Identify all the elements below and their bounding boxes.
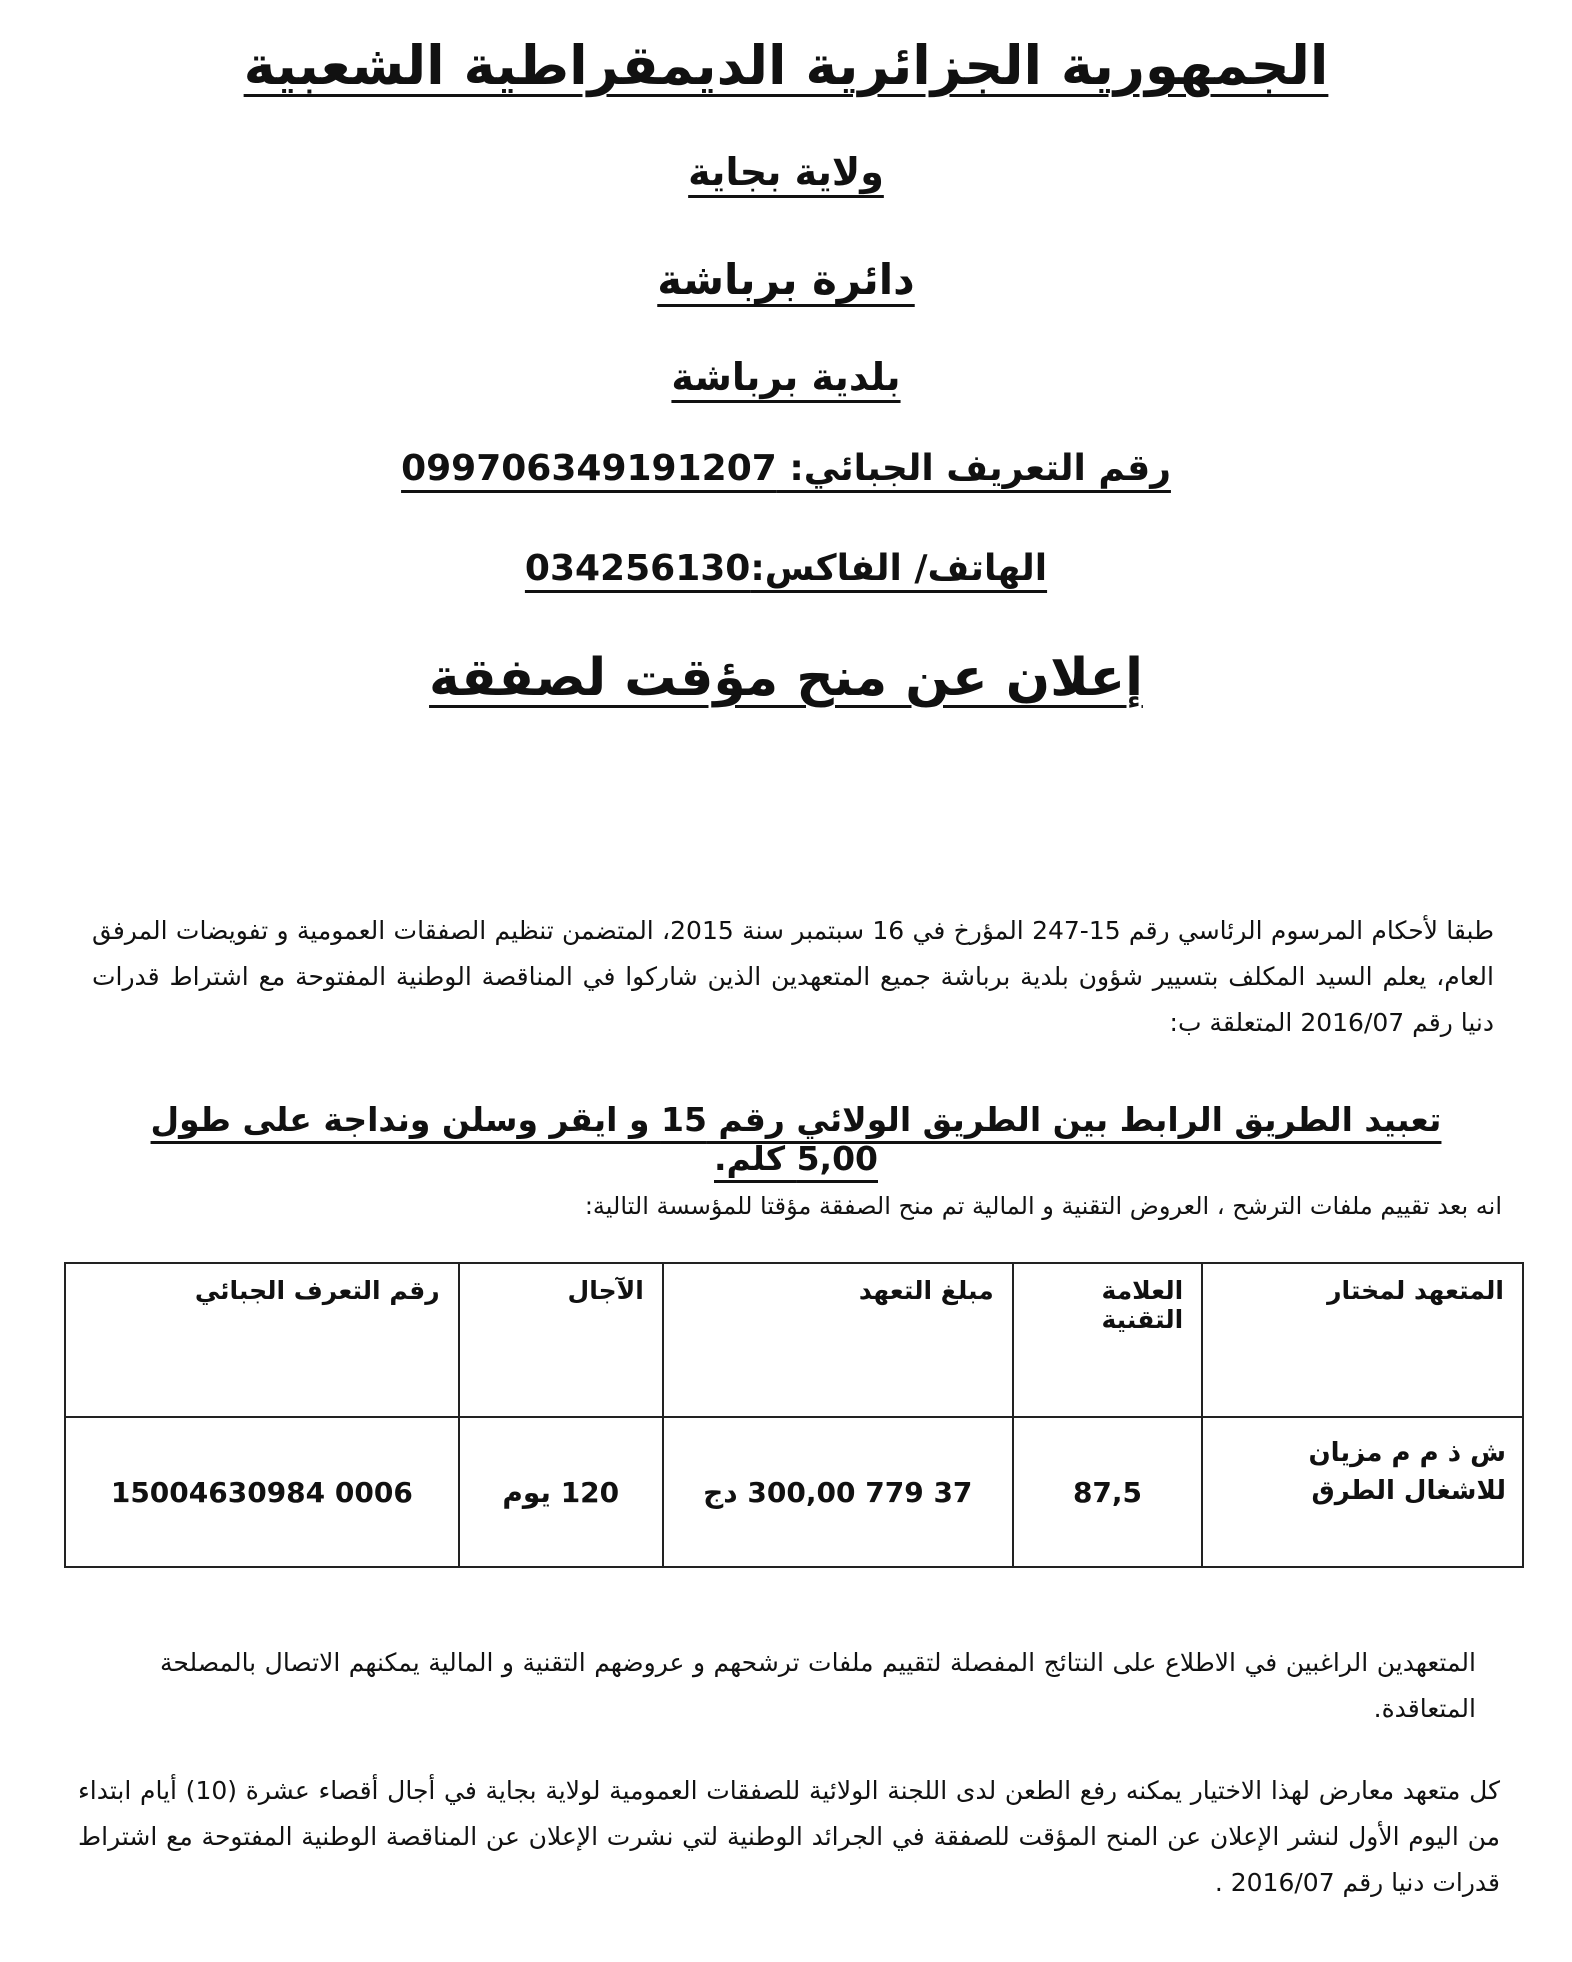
cell-tax-id: 0006 15004630984 xyxy=(65,1417,459,1567)
baladia-heading: بلدية برباشة xyxy=(671,355,901,399)
appeal-paragraph: كل متعهد معارض لهذا الاختيار يمكنه رفع الطعن لدى اللجنة الولائية للصفقات العمومية لولاية بجاية في أجال أقصاء عشرة (10) أيام ابتداء من اليوم الأول لنشر الإعلان عن المنح المؤقت للصفقة في الجرائد الوطنية لتي نشرت الإعلان عن المناقصة الوطنية المفتوحة مع اشتراط قدرات دنيا رقم 2016/07 . xyxy=(78,1776,1500,1897)
award-table xyxy=(64,1262,1524,1568)
cell-tech-score: 87,5 xyxy=(1013,1417,1203,1567)
project-title: تعبيد الطريق الرابط بين الطريق الولائي رقم 15 و ايقر وسلن ونداجة على طول 5,00 كلم. xyxy=(150,1100,1442,1178)
cell-bidder: ش ذ م م مزيان للاشغال الطرق xyxy=(1202,1417,1523,1567)
col-header-tech-score: العلامة التقنية xyxy=(1013,1263,1203,1417)
contact-paragraph: المتعهدين الراغبين في الاطلاع على النتائج المفصلة لتقييم ملفات ترشحهم و عروضهم التقنية و المالية يمكنهم الاتصال بالمصلحة المتعاقدة. xyxy=(160,1648,1476,1723)
phone-fax-line: الهاتف/ الفاكس:034256130 xyxy=(524,548,1048,589)
table-header-row xyxy=(65,1263,1523,1417)
cell-duration: 120 يوم xyxy=(459,1417,663,1567)
tax-id-line: رقم التعريف الجبائي: 099706349191207 xyxy=(401,448,1171,489)
col-header-duration: الآجال xyxy=(459,1263,663,1417)
col-header-amount: مبلغ التعهد xyxy=(663,1263,1013,1417)
republic-heading: الجمهورية الجزائرية الديمقراطية الشعبية xyxy=(243,34,1329,97)
page-title: إعلان عن منح مؤقت لصفقة xyxy=(429,648,1143,708)
col-header-bidder: المتعهد لمختار xyxy=(1202,1263,1523,1417)
table-row xyxy=(65,1417,1523,1567)
wilaya-heading: ولاية بجاية xyxy=(688,150,884,194)
intro-paragraph: طبقا لأحكام المرسوم الرئاسي رقم 15-247 المؤرخ في 16 سبتمبر سنة 2015، المتضمن تنظيم الصفقات العمومية و تفويضات المرفق العام، يعلم السيد المكلف بتسيير شؤون بلدية برباشة جميع المتعهدين الذين شاركوا في المناقصة الوطنية المفتوحة مع اشتراط قدرات دنيا رقم 2016/07 المتعلقة ب: xyxy=(92,916,1494,1037)
daira-heading: دائرة برباشة xyxy=(657,255,915,304)
evaluation-statement: انه بعد تقييم ملفات الترشح ، العروض التقنية و المالية تم منح الصفقة مؤقتا للمؤسسة التالية: xyxy=(584,1192,1502,1220)
col-header-tax-id: رقم التعرف الجبائي xyxy=(65,1263,459,1417)
cell-amount: 37 779 300,00 دج xyxy=(663,1417,1013,1567)
